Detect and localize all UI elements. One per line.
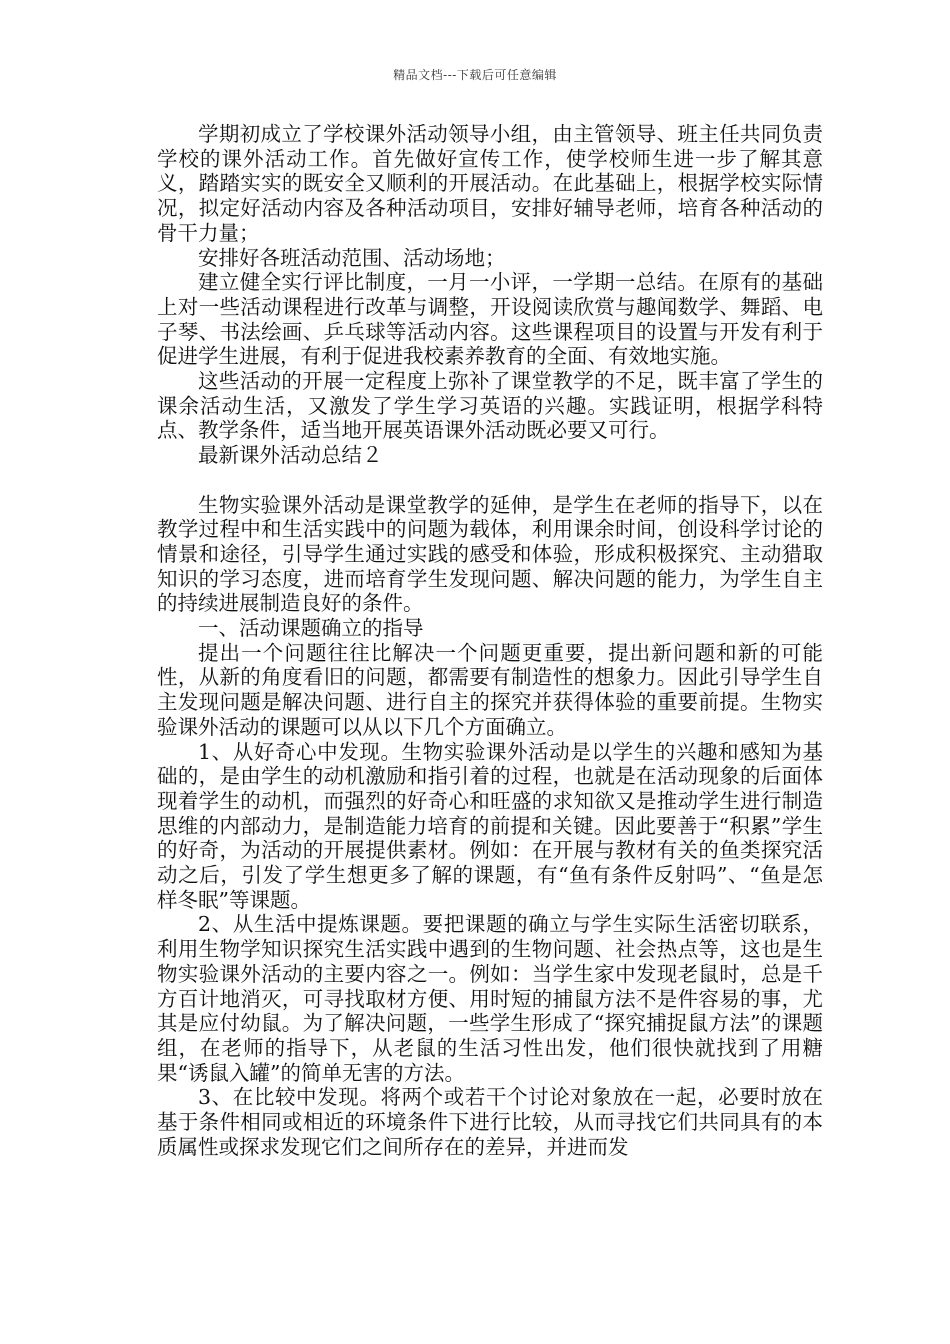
paragraph-6: 提出一个问题往往比解决一个问题更重要，提出新问题和新的可能性，从新的角度看旧的问题，都需要有制造性的想象力。因此引导学生自主发现问题是解决问题、进行自主的探究并获得体验的重要前提。生物实验课外活动的课题可以从以下几个方面确立。 <box>157 640 823 739</box>
paragraph-4: 这些活动的开展一定程度上弥补了课堂教学的不足，既丰富了学生的课余活动生活，又激发了学生学习英语的兴趣。实践证明，根据学科特点、教学条件，适当地开展英语课外活动既必要又可行。 <box>157 369 823 443</box>
section-heading: 最新课外活动总结２ <box>198 443 383 468</box>
subheading-1: 一、活动课题确立的指导 <box>198 616 424 641</box>
paragraph-7: 1、从好奇心中发现。生物实验课外活动是以学生的兴趣和感知为基础的，是由学生的动机激励和指引着的过程，也就是在活动现象的后面体现着学生的动机，而强烈的好奇心和旺盛的求知欲又是推动学生进行制造思维的内部动力，是制造能力培育的前提和关键。因此要善于“积累”学生的好奇，为活动的开展提供素材。例如：在开展与教材有关的鱼类探究活动之后，引发了学生想更多了解的课题，有“鱼有条件反射吗”、“鱼是怎样冬眠”等课题。 <box>157 739 823 912</box>
paragraph-3: 建立健全实行评比制度，一月一小评，一学期一总结。在原有的基础上对一些活动课程进行改革与调整，开设阅读欣赏与趣闻数学、舞蹈、电子琴、书法绘画、乒乓球等活动内容。这些课程项目的设置与开发有利于促进学生进展，有利于促进我校素养教育的全面、有效地实施。 <box>157 270 823 369</box>
blank-line <box>157 468 823 493</box>
paragraph-9: 3、在比较中发现。将两个或若干个讨论对象放在一起，必要时放在基于条件相同或相近的环境条件下进行比较，从而寻找它们共同具有的本质属性或探求发现它们之间所存在的差异，并进而发 <box>157 1085 823 1159</box>
paragraph-5: 生物实验课外活动是课堂教学的延伸，是学生在老师的指导下，以在教学过程中和生活实践中的问题为载体，利用课余时间，创设科学讨论的情景和途径，引导学生通过实践的感受和体验，形成积极探究、主动猎取知识的学习态度，进而培育学生发现问题、解决问题的能力，为学生自主的持续进展制造良好的条件。 <box>157 492 823 616</box>
document-body <box>157 122 823 1160</box>
page-header: 精品文档---下载后可任意编辑 <box>393 68 557 82</box>
paragraph-2: 安排好各班活动范围、活动场地； <box>198 245 506 270</box>
paragraph-1: 学期初成立了学校课外活动领导小组，由主管领导、班主任共同负责学校的课外活动工作。首先做好宣传工作，使学校师生进一步了解其意义，踏踏实实的既安全又顺利的开展活动。在此基础上，根据学校实际情况，拟定好活动内容及各种活动项目，安排好辅导老师，培育各种活动的骨干力量； <box>157 122 823 245</box>
paragraph-8: 2、从生活中提炼课题。要把课题的确立与学生实际生活密切联系，利用生物学知识探究生活实践中遇到的生物问题、社会热点等，这也是生物实验课外活动的主要内容之一。例如：当学生家中发现老鼠时，总是千方百计地消灭，可寻找取材方便、用时短的捕鼠方法不是件容易的事，尤其是应付幼鼠。为了解决问题，一些学生形成了“探究捕捉鼠方法”的课题组，在老师的指导下，从老鼠的生活习性出发，他们很快就找到了用糖果“诱鼠入罐”的简单无害的方法。 <box>157 912 823 1085</box>
